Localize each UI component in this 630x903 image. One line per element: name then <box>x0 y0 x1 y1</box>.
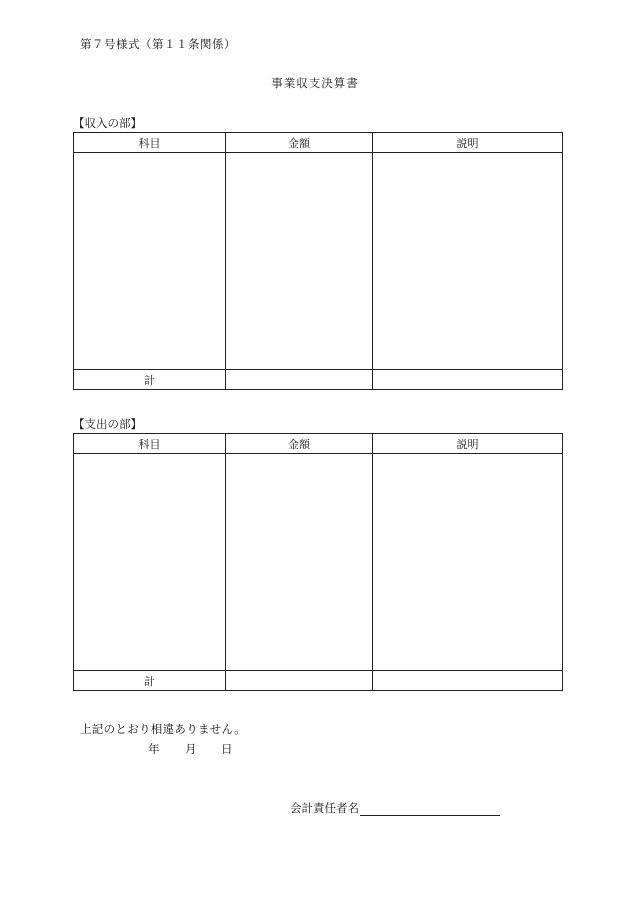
document-title: 事業収支決算書 <box>271 76 359 90</box>
income-description-cell[interactable] <box>373 153 563 370</box>
expense-total-label: 計 <box>74 671 226 691</box>
expense-header-row <box>74 434 563 454</box>
year-label: 年 <box>148 742 160 756</box>
expense-total-amount-cell[interactable] <box>226 671 373 691</box>
expense-item-cell[interactable] <box>74 454 226 671</box>
expense-description-cell[interactable] <box>373 454 563 671</box>
income-section-label: 【収入の部】 <box>73 116 142 130</box>
income-entry-row <box>74 153 563 370</box>
month-label: 月 <box>185 742 197 756</box>
income-header-item: 科目 <box>74 133 226 153</box>
expense-total-row <box>74 671 563 691</box>
expense-table <box>73 433 563 691</box>
expense-header-item: 科目 <box>74 434 226 454</box>
income-total-amount-cell[interactable] <box>226 370 373 390</box>
signature-label: 会計責任者名 <box>290 801 359 815</box>
expense-amount-cell[interactable] <box>226 454 373 671</box>
form-number: 第７号様式（第１１条関係） <box>80 37 236 51</box>
income-header-row <box>74 133 563 153</box>
expense-header-description: 説明 <box>373 434 563 454</box>
expense-header-amount: 金額 <box>226 434 373 454</box>
signature-block <box>290 800 500 816</box>
income-header-description: 説明 <box>373 133 563 153</box>
income-header-amount: 金額 <box>226 133 373 153</box>
signature-line[interactable] <box>360 803 500 816</box>
income-total-row <box>74 370 563 390</box>
confirmation-statement: 上記のとおり相違ありません。 <box>80 722 246 736</box>
day-label: 日 <box>221 742 233 756</box>
income-total-label: 計 <box>74 370 226 390</box>
income-amount-cell[interactable] <box>226 153 373 370</box>
income-total-description-cell[interactable] <box>373 370 563 390</box>
expense-entry-row <box>74 454 563 671</box>
expense-section-label: 【支出の部】 <box>73 417 142 431</box>
income-item-cell[interactable] <box>74 153 226 370</box>
income-table <box>73 132 563 390</box>
expense-total-description-cell[interactable] <box>373 671 563 691</box>
